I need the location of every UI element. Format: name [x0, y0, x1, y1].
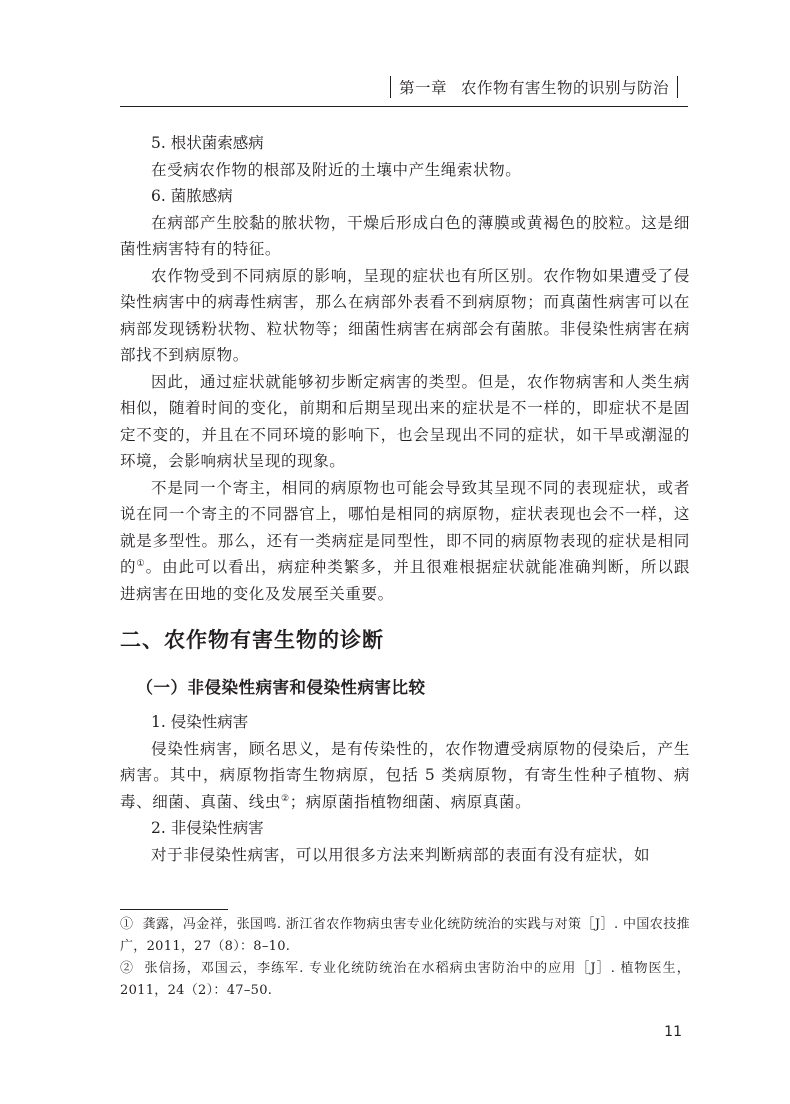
paragraph-3-part-b: 。由此可以看出，病症种类繁多，并且很难根据症状就能准确判断，所以跟进病害在田地的变化及发展至关重要。: [120, 558, 690, 603]
header-chapter: 第一章: [398, 79, 447, 97]
footnote-2-text: 张信扬，邓国云，李练军. 专业化统防统治在水稻病虫害防治中的应用［J］. 植物医生，2011，24（2）：47–50.: [120, 961, 690, 998]
header-left-bar: [390, 76, 391, 98]
paragraph-3-part-a: 不是同一个寄主，相同的病原物也可能会导致其呈现不同的表现症状，或者说在同一个寄主的不同器官上，哪怕是相同的病原物，症状表现也会不一样，这就是多型性。那么，还有一类病症是同型性，即不同的病原物表现的症状是相同的: [120, 478, 690, 576]
paragraph-1: 农作物受到不同病原的影响，呈现的症状也有所区别。农作物如果遭受了侵染性病害中的病毒性病害，那么在病部外表看不到病原物；而真菌性病害可以在病部发现锈粉状物、粒状物等；细菌性病害在病部会有菌脓。非侵染性病害在病部找不到病原物。: [120, 266, 690, 364]
section-heading: 二、农作物有害生物的诊断: [120, 628, 384, 652]
main-body: [120, 130, 690, 868]
header-right-bar: [677, 76, 678, 98]
subsection-1-text: [120, 736, 690, 816]
footnote-ref-2[interactable]: ②: [281, 793, 290, 804]
section-5-text: 在受病农作物的根部及附近的土壤中产生绳索状物。: [151, 160, 522, 179]
footnote-1: [120, 914, 690, 958]
header-rule: [120, 106, 688, 107]
footnote-2: [120, 958, 690, 1002]
section-6-text: 在病部产生胶黏的脓状物，干燥后形成白色的薄膜或黄褐色的胶粒。这是细菌性病害特有的特征。: [120, 213, 690, 258]
subsection-2-text: 对于非侵染性病害，可以用很多方法来判断病部的表面有没有症状，如: [151, 845, 651, 864]
paragraph-3: [120, 475, 690, 608]
section-6-title: 6. 菌脓感病: [151, 187, 233, 205]
footnote-rule: [120, 909, 228, 910]
subsection-1-title: 1. 侵染性病害: [151, 713, 249, 731]
footnote-2-marker: ②: [120, 961, 135, 976]
subsection-2-title: 2. 非侵染性病害: [151, 819, 264, 837]
running-header: [382, 76, 686, 98]
footnote-1-text: 龚露，冯金祥，张国鸣. 浙江省农作物病虫害专业化统防统治的实践与对策［J］. 中国农技推广，2011，27（8）：8–10.: [120, 917, 690, 954]
footnote-ref-1[interactable]: ①: [136, 559, 146, 569]
footnotes: [120, 914, 690, 1002]
section-5-title: 5. 根状菌索感病: [151, 134, 264, 152]
subsection-1-part-a: 侵染性病害，顾名思义，是有传染性的，农作物遭受病原物的侵染后，产生病害。其中，病原物指寄生物病原，包括 5 类病原物，有寄生性种子植物、病毒、细菌、真菌、线虫: [120, 739, 690, 811]
footnote-1-marker: ①: [120, 917, 134, 932]
header-title: 农作物有害生物的识别与防治: [460, 79, 669, 97]
subsection-1-part-b: ；病原菌指植物细菌、病原真菌。: [289, 792, 532, 811]
subsection-heading: （一）非侵染性病害和侵染性病害比较: [136, 678, 426, 697]
page-number: 11: [664, 1024, 682, 1040]
paragraph-2: 因此，通过症状就能够初步断定病害的类型。但是，农作物病害和人类生病相似，随着时间的变化，前期和后期呈现出来的症状是不一样的，即症状不是固定不变的，并且在不同环境的影响下，也会呈现出不同的症状，如干旱或潮湿的环境，会影响病状呈现的现象。: [120, 372, 690, 470]
